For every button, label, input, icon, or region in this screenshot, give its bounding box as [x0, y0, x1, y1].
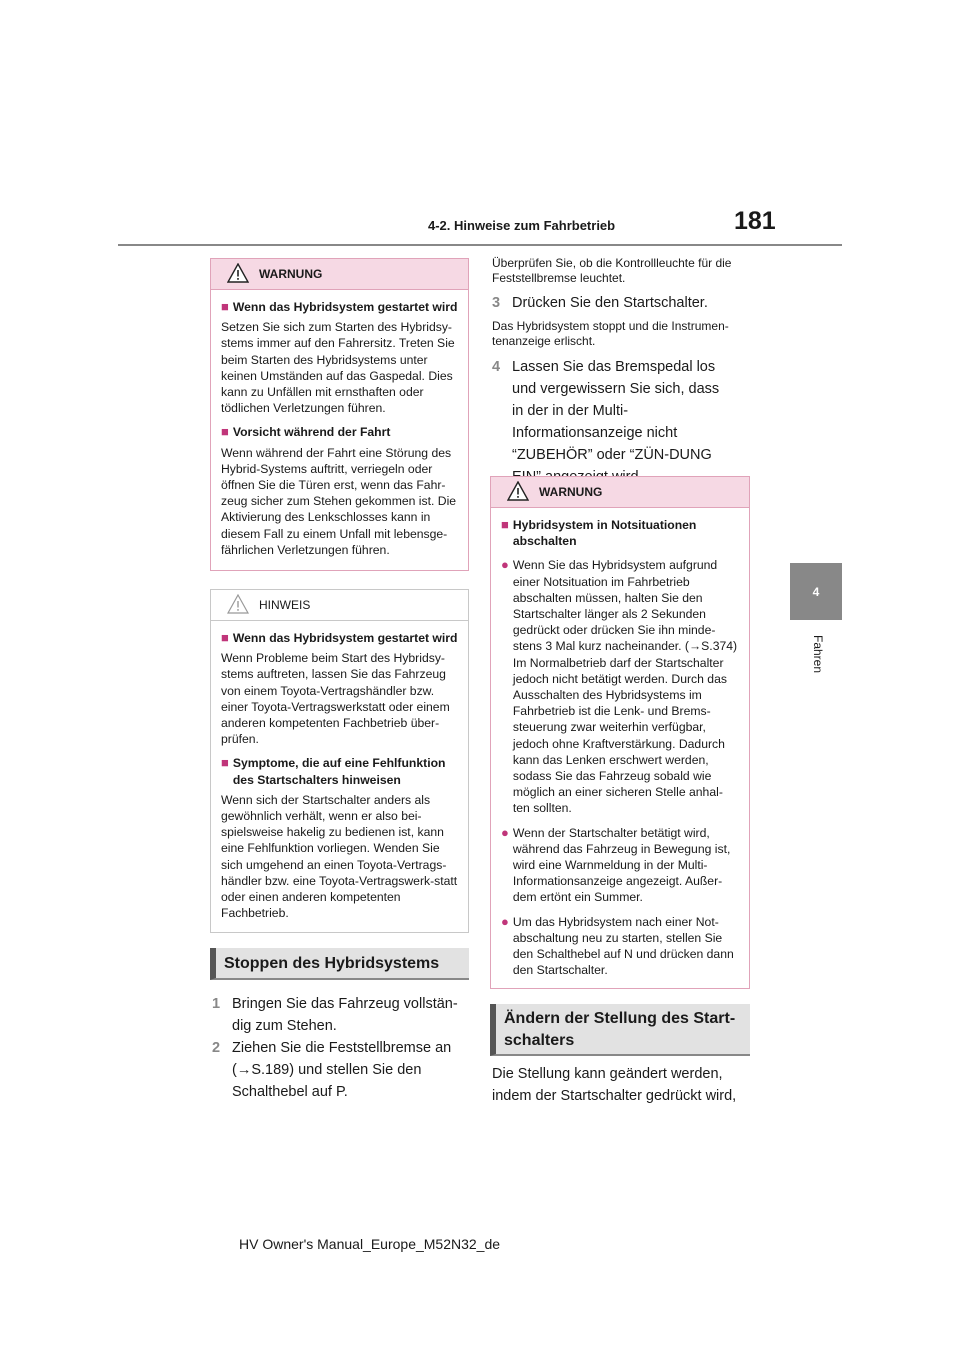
notice-box-start: [210, 589, 469, 933]
change-paragraph: Die Stellung kann geändert werden, indem der Startschalter gedrückt wird,: [492, 1066, 737, 1104]
step-number: 1: [212, 996, 221, 1012]
warning-paragraph: Wenn während der Fahrt eine Störung des Hybrid-Systems auftritt, verriegeln oder öffnen Sie die Türen erst, wenn das Fahr-zeug sicher zum Stehen gekommen ist. Die Aktivierung des Lenkschlosses kann in diesem Fall zu einem Unfall mit lebensge-fährlichen Verletzungen führen.: [221, 445, 457, 557]
intro-note: Überprüfen Sie, ob die Kontrollleuchte für die Feststellbremse leuchtet.: [492, 256, 732, 285]
chapter-tab-label: Fahren: [811, 634, 825, 674]
notice-subheading: ■ Symptome, die auf eine Fehlfunktion des Startschalters hinweisen: [221, 755, 446, 787]
page-number: 181: [734, 207, 776, 235]
warning-box-emergency: [490, 476, 750, 989]
notice-label: HINWEIS: [259, 598, 311, 612]
warning-box-start: [210, 258, 469, 571]
caution-triangle-icon: [227, 594, 249, 617]
warning-bullet: ● Um das Hybridsystem nach einer Not-abschaltung neu zu starten, stellen Sie den Schalthebel auf N und drücken dann den Startschalter.: [501, 913, 734, 978]
warning-bullet: ● Wenn Sie das Hybridsystem aufgrund einer Notsituation im Fahrbetrieb abschalten müssen, halten Sie den Startschalter länger als 2 Sekunden gedrückt oder drücken Sie ihn minde-stens 3 Mal kurz nacheinander. (→S.374) Im Normalbetrieb darf der Startschalter jedoch nicht betätigt werden. Durch das Ausschalten des Hybridsystems im Fahrbetrieb ist die Lenk- und Brems-steuerung zwar weiterhin verfügbar, jedoch ohne Kraftverstärkung. Dadurch kann das Lenken erschwert werden, sodass Sie das Fahrzeug sobald wie möglich an einer sicheren Stelle anhal-ten sollten.: [501, 557, 738, 816]
warning-paragraph: Setzen Sie sich zum Starten des Hybridsy-stems immer auf den Fahrersitz. Treten Sie beim Starten des Hybridsystems unter keinen Umständen auf das Gaspedal. Dies kann zu Unfällen mit ernsthaften oder tödlichen Verletzungen führen.: [221, 320, 455, 416]
warning-triangle-icon: [507, 481, 529, 504]
warning-triangle-icon: [227, 263, 249, 286]
chapter-tab-number: 4: [790, 563, 842, 620]
section-title: 4-2. Hinweise zum Fahrbetrieb: [428, 218, 616, 233]
step-3-note: Das Hybridsystem stoppt und die Instrumen-tenanzeige erlischt.: [492, 319, 729, 348]
warning-subheading: ■ Wenn das Hybridsystem gestartet wird: [221, 299, 458, 314]
step-number: 3: [492, 295, 501, 311]
step-2: [212, 1037, 462, 1103]
section-heading-stop: Stoppen des Hybridsystems: [210, 948, 469, 980]
step-text: Lassen Sie das Bremspedal los und vergewissern Sie sich, dass in der in der Multi-Informationsanzeige nicht “ZUBEHÖR” oder “ZÜN-DUNG: [512, 359, 720, 463]
notice-subheading: ■ Wenn das Hybridsystem gestartet wird: [221, 630, 458, 645]
step-text: Ziehen Sie die Feststellbremse an (→S.189) und stellen Sie den Schalthebel auf P.: [232, 1040, 452, 1100]
section-heading-change: Ändern der Stellung des Start-schalters: [490, 1004, 750, 1056]
warning-bullet: ● Wenn der Startschalter betätigt wird, während das Fahrzeug in Bewegung ist, wird eine Warnmeldung in der Multi-Informationsanzeige angezeigt. Außer-dem ertönt ein Summer.: [501, 824, 731, 905]
step-3: [492, 292, 750, 314]
header-divider: [118, 244, 842, 246]
warning-label: WARNUNG: [259, 267, 323, 281]
step-1: [212, 993, 468, 1037]
warning-subheading: ■ Hybridsystem in Notsituationen abschalten: [501, 517, 697, 549]
step-text: Bringen Sie das Fahrzeug vollstän-dig zum Stehen.: [232, 996, 458, 1034]
footer-manual-id: HV Owner's Manual_Europe_M52N32_de: [239, 1236, 501, 1252]
step-number: 2: [212, 1040, 221, 1056]
step-4: [492, 356, 732, 488]
notice-paragraph: Wenn Probleme beim Start des Hybridsy-stems auftreten, lassen Sie das Fahrzeug von einem Toyota-Vertragshändler bzw. einer Toyota-Vertragswerkstatt oder einem anderen kompetenten Fachbetrieb über-prüfen.: [221, 651, 450, 747]
warning-label: WARNUNG: [539, 485, 603, 499]
step-text: Drücken Sie den Startschalter.: [512, 295, 708, 311]
warning-subheading: ■ Vorsicht während der Fahrt: [221, 424, 391, 440]
step-number: 4: [492, 359, 501, 375]
notice-paragraph: Wenn sich der Startschalter anders als gewöhnlich verhält, wenn er also bei-spielsweise hakelig zu bedienen ist, kann eine Fehlfunktion vorliegen. Wenden Sie sich umgehend an einen Toyota-Vertrags-händler bzw. eine Toyota-Vertragswerk-statt oder einen anderen kompetenten Fachbetrieb.: [221, 792, 458, 921]
